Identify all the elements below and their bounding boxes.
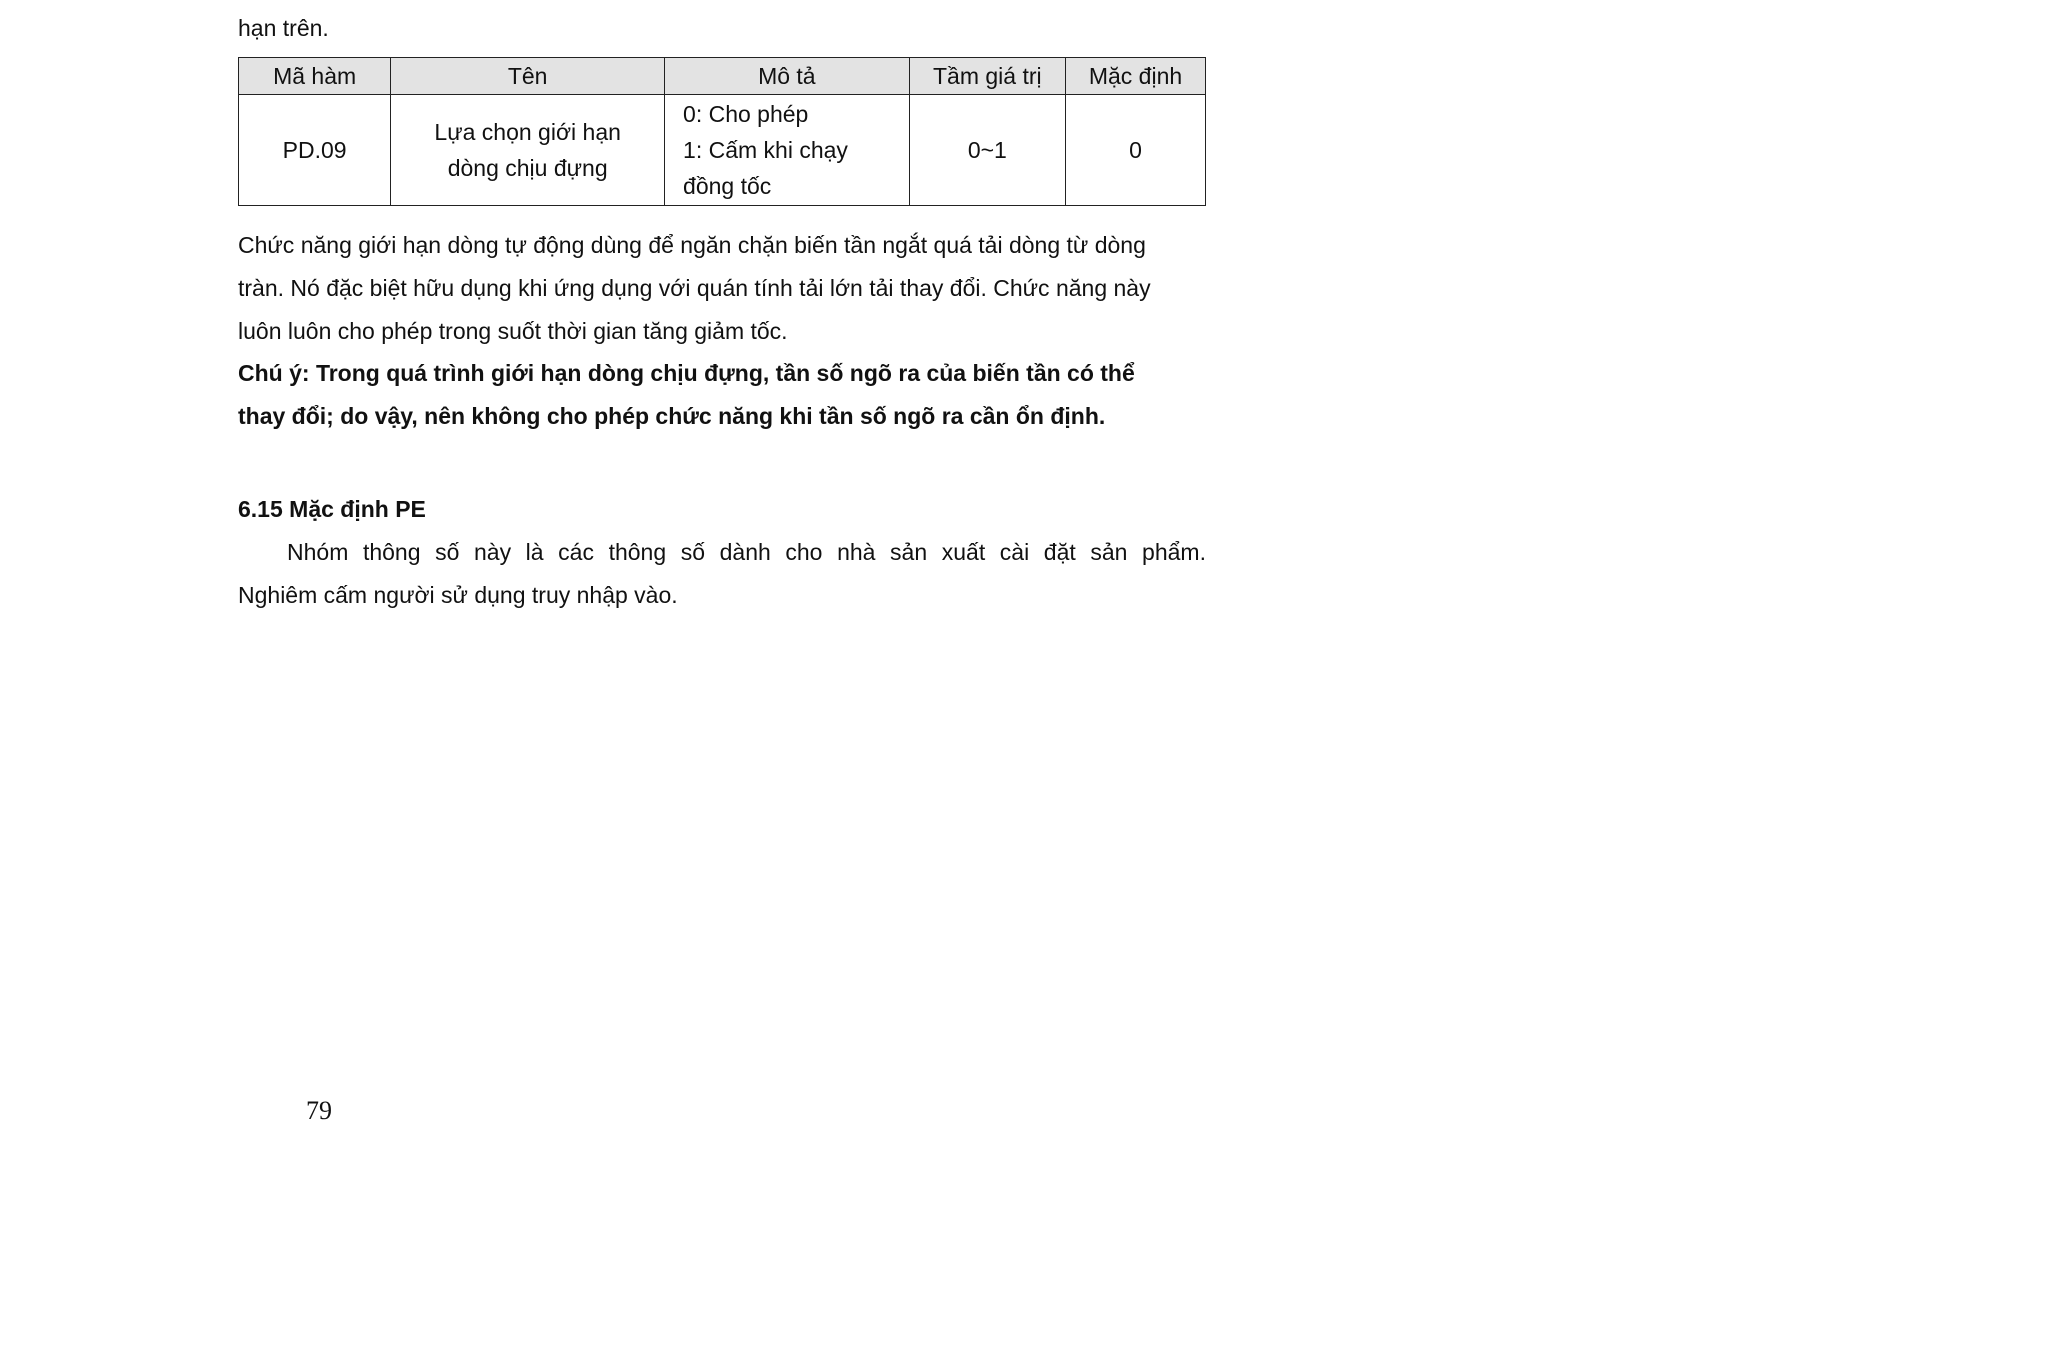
paragraph-current-limit xyxy=(238,224,1206,353)
note-paragraph xyxy=(238,352,1206,438)
paragraph-line: luôn luôn cho phép trong suốt thời gian tăng giảm tốc. xyxy=(238,318,788,344)
cell-description-line-2: 1: Cấm khi chạy xyxy=(683,137,848,163)
cell-name-line-2: dòng chịu đựng xyxy=(447,155,608,181)
cell-name xyxy=(391,95,665,206)
paragraph-line: tràn. Nó đặc biệt hữu dụng khi ứng dụng với quán tính tải lớn tải thay đổi. Chức năng này xyxy=(238,275,1151,301)
paragraph-line: Chức năng giới hạn dòng tự động dùng để ngăn chặn biến tần ngắt quá tải dòng từ dòng xyxy=(238,232,1146,258)
cell-description-line-1: 0: Cho phép xyxy=(683,101,809,127)
cell-code: PD.09 xyxy=(239,95,391,206)
note-line: thay đổi; do vậy, nên không cho phép chức năng khi tần số ngõ ra cần ổn định. xyxy=(238,403,1106,429)
header-default: Mặc định xyxy=(1066,58,1206,95)
section-heading: 6.15 Mặc định PE xyxy=(238,496,426,522)
section-line: Nhóm thông số này là các thông số dành cho nhà sản xuất cài đặt sản phẩm. xyxy=(287,539,1206,565)
header-code: Mã hàm xyxy=(239,58,391,95)
header-description: Mô tả xyxy=(665,58,910,95)
header-range: Tầm giá trị xyxy=(909,58,1065,95)
intro-text: hạn trên. xyxy=(238,15,329,41)
note-line: Chú ý: Trong quá trình giới hạn dòng chịu đựng, tần số ngõ ra của biến tần có thể xyxy=(238,360,1135,386)
cell-description-line-3: đồng tốc xyxy=(683,173,772,199)
section-line: Nghiêm cấm người sử dụng truy nhập vào. xyxy=(238,582,678,608)
cell-name-line-1: Lựa chọn giới hạn xyxy=(434,119,621,145)
cell-default: 0 xyxy=(1066,95,1206,206)
page-number: 79 xyxy=(306,1096,332,1125)
table-header-row xyxy=(239,58,1206,95)
section-body xyxy=(238,531,1206,617)
header-name: Tên xyxy=(391,58,665,95)
cell-description xyxy=(665,95,910,206)
cell-range: 0~1 xyxy=(909,95,1065,206)
table-row xyxy=(239,95,1206,206)
parameter-table xyxy=(238,57,1206,206)
